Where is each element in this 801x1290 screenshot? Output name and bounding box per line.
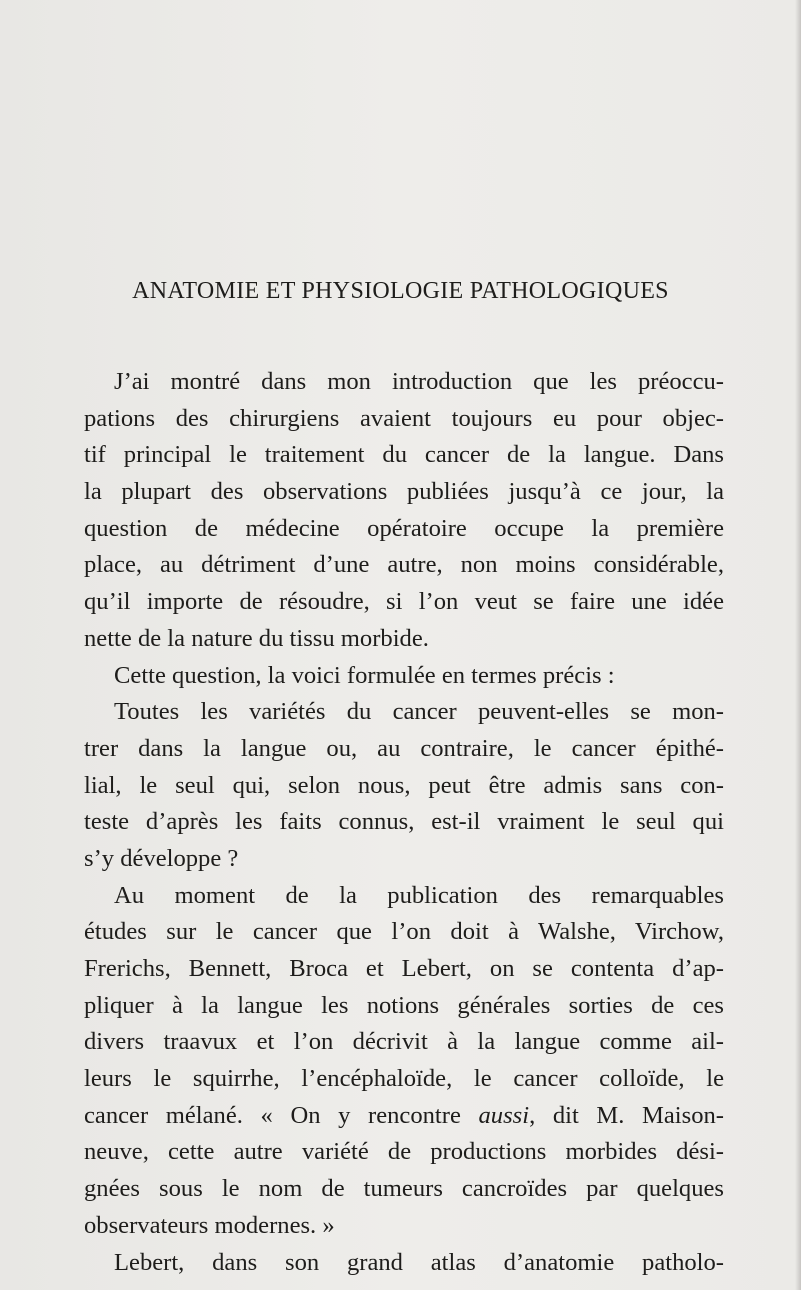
text-segment: cancer mélané. « On y rencontre [84,1101,479,1129]
text-line: Frerichs, Bennett, Broca et Lebert, on se contenta d’ap- [84,955,724,982]
text-line: teste d’après les faits connus, est-il vraiment le seul qui [84,808,724,836]
text-line: qu’il importe de résoudre, si l’on veut se faire une idée [84,588,724,616]
text-line: place, au détriment d’une autre, non moins considérable, [84,551,724,579]
text-line: divers traavux et l’on décrivit à la langue comme ail- [84,1028,724,1056]
text-line: gnées sous le nom de tumeurs cancroïdes par quelques [84,1175,724,1203]
text-line: nette de la nature du tissu morbide. [84,624,429,652]
text-line: observateurs modernes. » [84,1211,335,1239]
text-line: Toutes les variétés du cancer peuvent-elles se mon- [114,698,724,726]
text-line: leurs le squirrhe, l’encéphaloïde, le cancer colloïde, le [84,1065,724,1093]
text-line: neuve, cette autre variété de productions morbides dési- [84,1138,724,1166]
page-title: ANATOMIE ET PHYSIOLOGIE PATHOLOGIQUES [132,278,669,304]
italic-word: aussi [478,1101,530,1129]
text-line: lial, le seul qui, selon nous, peut être admis sans con- [84,771,724,799]
text-line: études sur le cancer que l’on doit à Walshe, Virchow, [84,918,724,946]
text-line: Cette question, la voici formulée en termes précis : [114,661,615,689]
body-text [84,364,724,1281]
text-line: pliquer à la langue les notions générales sorties de ces [84,991,724,1019]
text-line: trer dans la langue ou, au contraire, le cancer épithé- [84,734,724,762]
text-line: s’y développe ? [84,844,239,872]
text-line: question de médecine opératoire occupe la première [84,514,724,542]
text-line-mixed [84,1098,724,1135]
text-line: tif principal le traitement du cancer de la langue. Dans [84,441,724,469]
text-segment: , dit M. Maison- [529,1101,724,1129]
text-line: J’ai montré dans mon introduction que les préoccu- [114,368,724,395]
text-line: Lebert, dans son grand atlas d’anatomie patholo- [114,1248,724,1276]
text-line: la plupart des observations publiées jusqu’à ce jour, la [84,478,724,506]
text-line: Au moment de la publication des remarquables [114,881,724,909]
page-edge-shadow [795,0,801,1290]
text-line: pations des chirurgiens avaient toujours eu pour objec- [84,404,724,432]
